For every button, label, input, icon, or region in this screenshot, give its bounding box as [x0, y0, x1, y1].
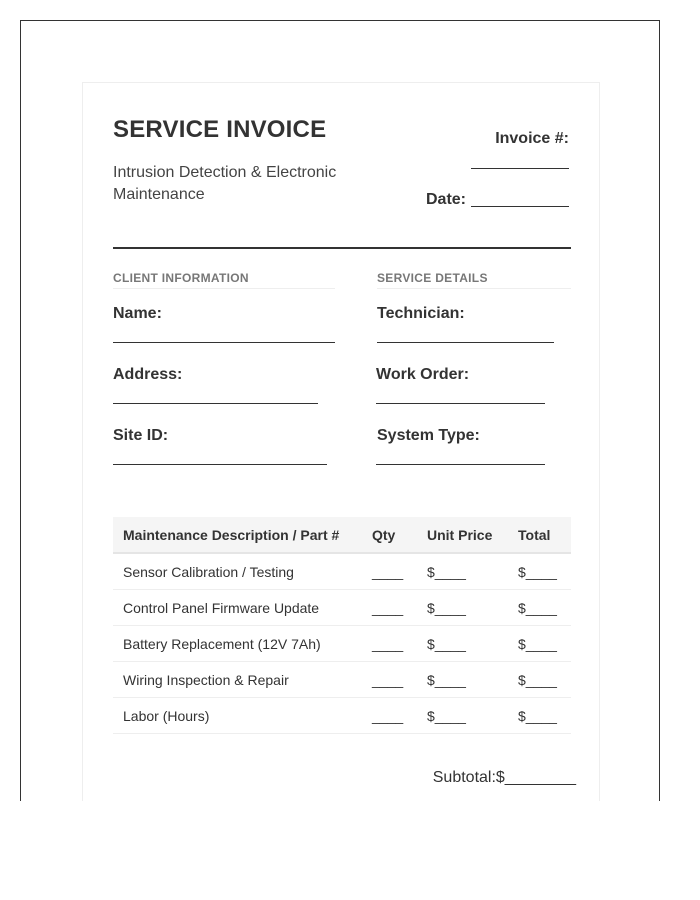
site-id-field[interactable]: [113, 464, 327, 465]
row-unit-price[interactable]: $____: [417, 662, 508, 698]
date-label: Date:: [425, 191, 466, 208]
row-unit-price[interactable]: $____: [417, 698, 508, 734]
row-qty[interactable]: ____: [362, 553, 417, 590]
table-row: [113, 590, 571, 626]
date-field[interactable]: [471, 206, 569, 207]
system-type-field[interactable]: [376, 464, 545, 465]
header-divider: [113, 247, 571, 249]
row-unit-price[interactable]: $____: [417, 626, 508, 662]
maintenance-items-table: [113, 517, 571, 734]
table-header-row: [113, 517, 571, 553]
client-address-field[interactable]: [113, 403, 318, 404]
table-row: [113, 662, 571, 698]
date-row: [426, 191, 569, 209]
table-row: [113, 626, 571, 662]
invoice-subtitle: Intrusion Detection & Electronic Maintenance: [113, 164, 337, 203]
row-total[interactable]: $____: [508, 698, 571, 734]
site-id-label: Site ID:: [113, 427, 169, 444]
row-qty[interactable]: ____: [362, 662, 417, 698]
service-details-section: [377, 271, 571, 289]
client-name-label: Name:: [113, 305, 162, 322]
invoice-card: [82, 82, 600, 801]
invoice-title: SERVICE INVOICE: [113, 116, 327, 143]
service-details-heading: SERVICE DETAILS: [377, 271, 571, 289]
column-header-qty: Qty: [362, 517, 417, 553]
column-header-description: Maintenance Description / Part #: [113, 517, 362, 553]
technician-label: Technician:: [377, 305, 465, 322]
system-type-label: System Type:: [377, 427, 480, 444]
client-information-section: [113, 271, 335, 289]
row-unit-price[interactable]: $____: [417, 553, 508, 590]
row-total[interactable]: $____: [508, 626, 571, 662]
invoice-number-label: Invoice #:: [495, 130, 569, 147]
work-order-field[interactable]: [376, 403, 545, 404]
technician-field[interactable]: [377, 342, 554, 343]
document-page: [20, 20, 660, 801]
row-total[interactable]: $____: [508, 590, 571, 626]
row-total[interactable]: $____: [508, 553, 571, 590]
row-description: Wiring Inspection & Repair: [113, 662, 362, 698]
column-header-unit-price: Unit Price: [417, 517, 508, 553]
row-description: Control Panel Firmware Update: [113, 590, 362, 626]
client-address-label: Address:: [113, 366, 183, 383]
row-total[interactable]: $____: [508, 662, 571, 698]
table-row: [113, 698, 571, 734]
row-qty[interactable]: ____: [362, 698, 417, 734]
row-unit-price[interactable]: $____: [417, 590, 508, 626]
client-information-heading: CLIENT INFORMATION: [113, 271, 335, 289]
invoice-number-field[interactable]: [471, 168, 569, 169]
table-row: [113, 553, 571, 590]
row-description: Battery Replacement (12V 7Ah): [113, 626, 362, 662]
row-description: Sensor Calibration / Testing: [113, 553, 362, 590]
client-name-field[interactable]: [113, 342, 335, 343]
column-header-total: Total: [508, 517, 571, 553]
subtotal-field[interactable]: Subtotal:$________: [432, 769, 576, 786]
work-order-label: Work Order:: [376, 366, 470, 383]
row-qty[interactable]: ____: [362, 590, 417, 626]
row-qty[interactable]: ____: [362, 626, 417, 662]
row-description: Labor (Hours): [113, 698, 362, 734]
